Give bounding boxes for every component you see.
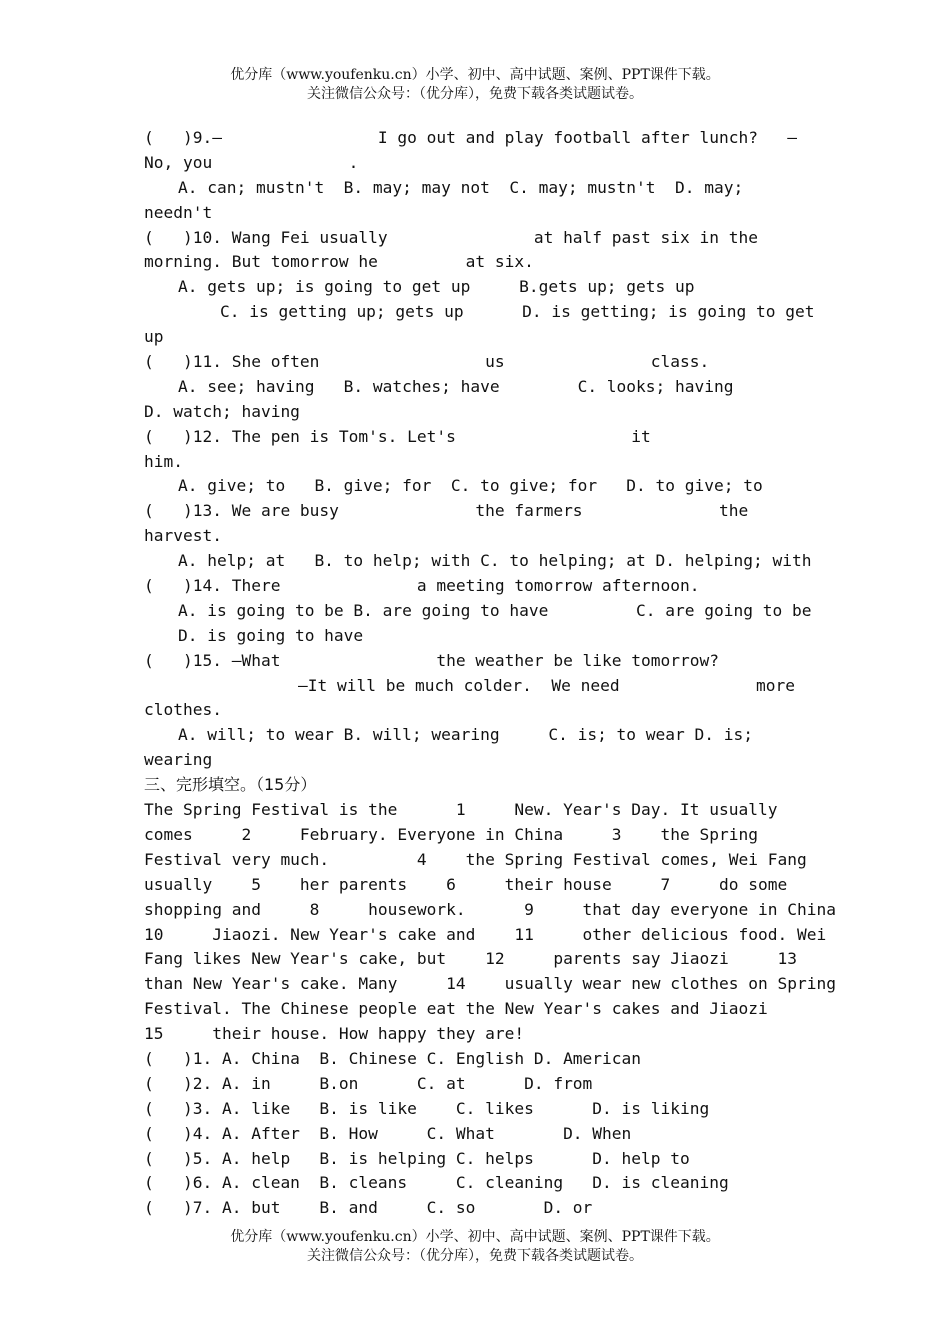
cloze-item-5: ( )5. A. help B. is helping C. helps D. help to [144,1148,690,1168]
q14-options: A. is going to be B. are going to have C. are going to be [178,600,812,620]
q12-options: A. give; to B. give; for C. to give; for D. to give; to [178,476,763,496]
q12-line-2: him. [144,451,183,471]
q11-line-1: ( )11. She often us class. [144,352,710,372]
cloze-passage-line-5: shopping and 8 housework. 9 that day everyone in China [144,899,836,919]
q14-line-1: ( )14. There a meeting tomorrow afternoon. [144,576,700,596]
cloze-item-3: ( )3. A. like B. is like C. likes D. is liking [144,1098,710,1118]
q9-line-2: No, you . [144,152,359,172]
q15-line-2: —It will be much colder. We need more [298,675,796,695]
q14-options-cont: D. is going to have [178,625,364,645]
q12-line-1: ( )12. The pen is Tom's. Let's it [144,426,651,446]
q10-line-2: morning. But tomorrow he at six. [144,252,534,272]
cloze-passage-line-4: usually 5 her parents 6 their house 7 do some [144,874,788,894]
q10-options-1: A. gets up; is going to get up B.gets up; gets up [178,277,695,297]
cloze-passage-line-6: 10 Jiaozi. New Year's cake and 11 other delicious food. Wei [144,924,827,944]
footer-line-2: 关注微信公众号：（优分库），免费下载各类试题试卷。 [307,1248,643,1264]
q15-options-cont: wearing [144,750,213,770]
q11-options-cont: D. watch; having [144,401,300,421]
cloze-passage-line-3: Festival very much. 4 the Spring Festival comes, Wei Fang [144,849,807,869]
page-header [0,66,950,104]
footer-line-1: 优分库（www.youfenku.cn）小学、初中、高中试题、案例、PPT课件下载。 [230,1229,720,1245]
cloze-passage-line-10: 15 their house. How happy they are! [144,1024,525,1044]
q13-line-2: harvest. [144,526,222,546]
header-line-1: 优分库（www.youfenku.cn）小学、初中、高中试题、案例、PPT课件下载。 [230,67,720,83]
q10-options-cont: up [144,327,164,347]
header-line-2: 关注微信公众号：（优分库），免费下载各类试题试卷。 [307,86,643,102]
q9-options-cont: needn't [144,202,213,222]
cloze-passage-line-9: Festival. The Chinese people eat the New Year's cakes and Jiaozi [144,999,768,1019]
q9-line-1: ( )9.— I go out and play football after lunch? — [144,128,797,147]
q15-line-3: clothes. [144,700,222,720]
page-footer [0,1228,950,1266]
cloze-passage-line-7: Fang likes New Year's cake, but 12 parents say Jiaozi 13 [144,949,797,969]
cloze-item-6: ( )6. A. clean B. cleans C. cleaning D. is cleaning [144,1173,729,1193]
q15-options: A. will; to wear B. will; wearing C. is; to wear D. is; [178,725,753,745]
cloze-item-4: ( )4. A. After B. How C. What D. When [144,1123,632,1143]
exam-content [144,126,836,1221]
cloze-item-1: ( )1. A. China B. Chinese C. English D. American [144,1048,642,1068]
cloze-item-7: ( )7. A. but B. and C. so D. or [144,1198,593,1218]
q11-options: A. see; having B. watches; have C. looks; having [178,376,734,396]
cloze-passage-line-1: The Spring Festival is the 1 New. Year's Day. It usually [144,800,778,820]
cloze-passage-line-2: comes 2 February. Everyone in China 3 the Spring [144,824,758,844]
q9-options: A. can; mustn't B. may; may not C. may; mustn't D. may; [178,177,744,197]
cloze-item-2: ( )2. A. in B.on C. at D. from [144,1073,593,1093]
q13-line-1: ( )13. We are busy the farmers the [144,501,749,521]
section-title-cloze: 三、完形填空。（15分） [144,775,317,795]
q10-line-1: ( )10. Wang Fei usually at half past six in the [144,227,758,247]
q13-options: A. help; at B. to help; with C. to helping; at D. helping; with [178,551,812,571]
cloze-passage-line-8: than New Year's cake. Many 14 usually wear new clothes on Spring [144,974,836,994]
q15-line-1: ( )15. —What the weather be like tomorrow? [144,650,719,670]
q10-options-2: C. is getting up; gets up D. is getting; is going to get [220,302,815,322]
